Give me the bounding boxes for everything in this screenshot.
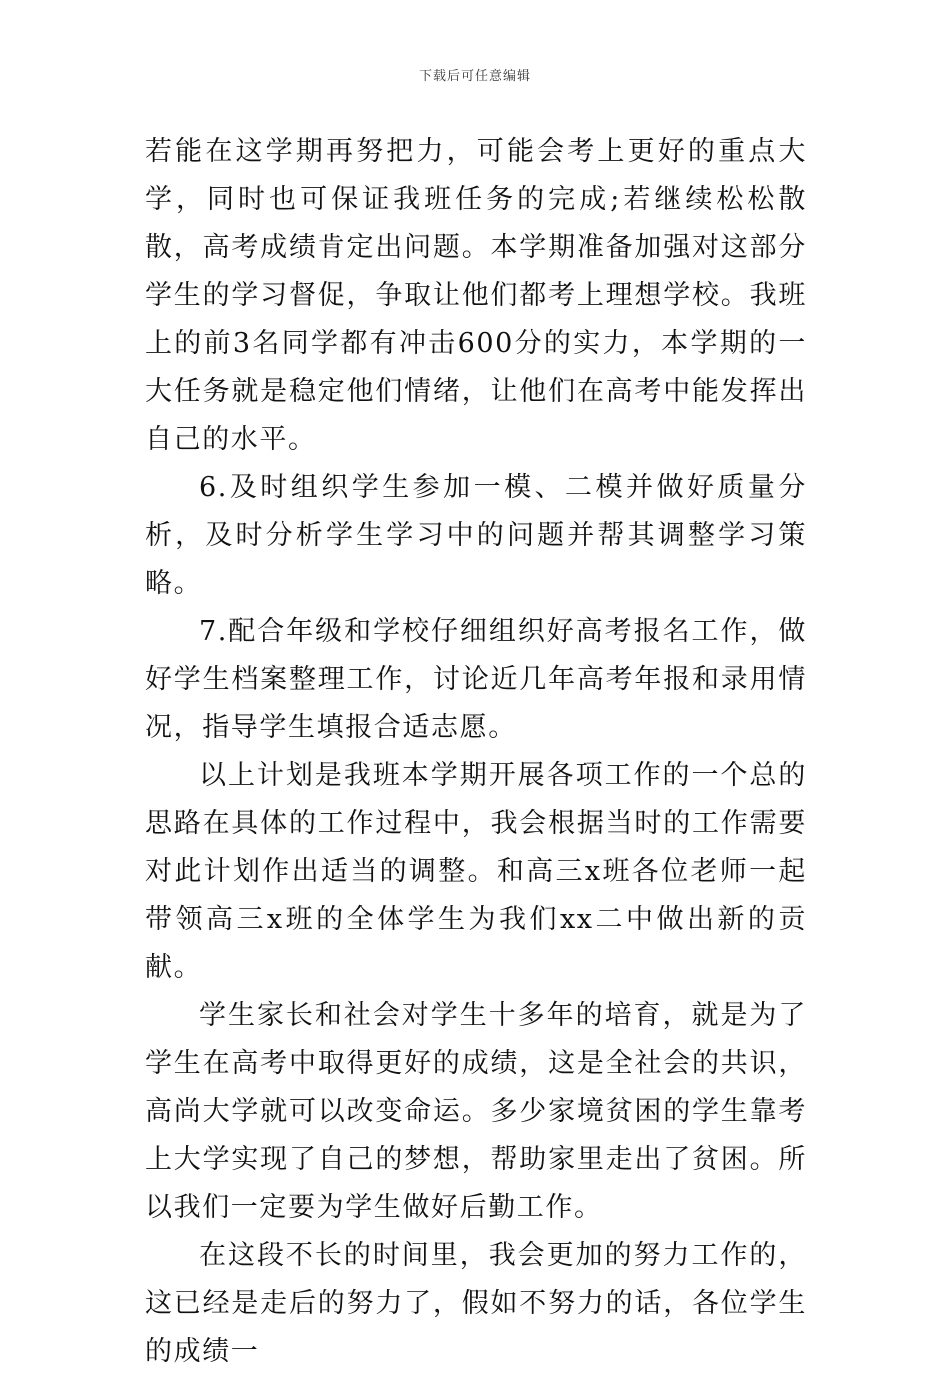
paragraph-item-6: 6.及时组织学生参加一模、二模并做好质量分析，及时分析学生学习中的问题并帮其调整学习策略。 — [145, 472, 807, 599]
header-note: 下载后可任意编辑 — [418, 69, 531, 84]
paragraph-closing: 在这段不长的时间里，我会更加的努力工作的，这已经是走后的努力了，假如不努力的话，各位学生的成绩一 — [145, 1240, 807, 1367]
document-body — [145, 128, 807, 1376]
paragraph-summary: 以上计划是我班本学期开展各项工作的一个总的思路在具体的工作过程中，我会根据当时的工作需要对此计划作出适当的调整。和高三x班各位老师一起带领高三x班的全体学生为我们xx二中做出新的贡献。 — [145, 760, 807, 983]
paragraph-parents-society: 学生家长和社会对学生十多年的培育，就是为了学生在高考中取得更好的成绩，这是全社会的共识，高尚大学就可以改变命运。多少家境贫困的学生靠考上大学实现了自己的梦想，帮助家里走出了贫困。所以我们一定要为学生做好后勤工作。 — [145, 1000, 807, 1223]
paragraph-continuation: 若能在这学期再努把力，可能会考上更好的重点大学，同时也可保证我班任务的完成;若继续松松散散，高考成绩肯定出问题。本学期准备加强对这部分学生的学习督促，争取让他们都考上理想学校。我班上的前3名同学都有冲击600分的实力，本学期的一大任务就是稳定他们情绪，让他们在高考中能发挥出自己的水平。 — [145, 136, 807, 455]
paragraph-item-7: 7.配合年级和学校仔细组织好高考报名工作，做好学生档案整理工作，讨论近几年高考年报和录用情况，指导学生填报合适志愿。 — [145, 616, 807, 743]
